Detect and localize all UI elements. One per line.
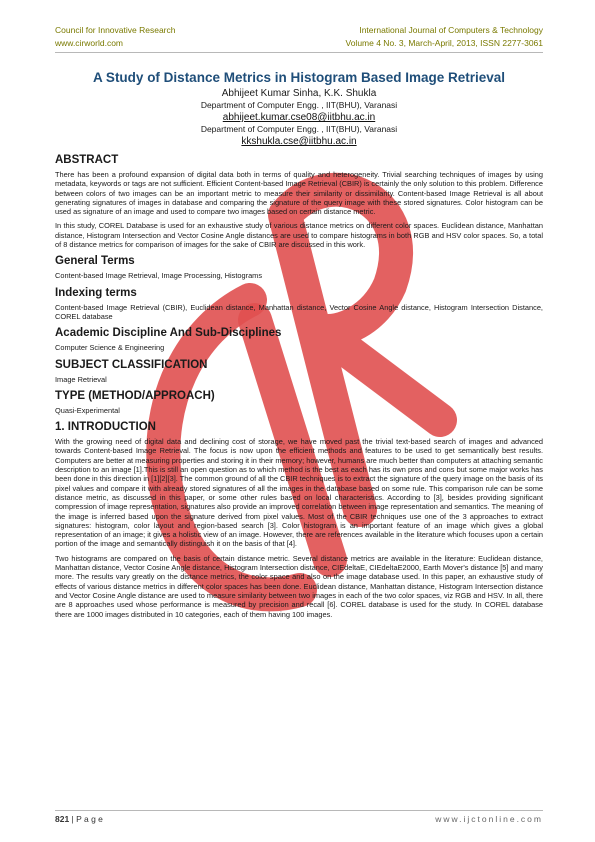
journal-website-footer[interactable]: www.ijctonline.com (435, 814, 543, 824)
page-label: | P a g e (69, 814, 103, 824)
introduction-heading: 1. INTRODUCTION (55, 421, 156, 434)
journal-volume: Volume 4 No. 3, March-April, 2013, ISSN 2277-3061 (345, 38, 543, 48)
author-affiliation-2: Department of Computer Engg. , IIT(BHU), Varanasi (200, 124, 398, 134)
subject-classification-text: Image Retrieval (55, 374, 107, 384)
paper-body (55, 70, 543, 624)
type-text: Quasi-Experimental (55, 405, 120, 415)
discipline-text: Computer Science & Engineering (55, 343, 165, 353)
subject-classification-heading: SUBJECT CLASSIFICATION (55, 358, 208, 371)
introduction-paragraph-2: Two histograms are compared on the basis of certain distance metric. Several distance metrics are available in the literature: Euclidean distance, Manhattan distance, Vector Cosine Angle distance, Histogram Intersection distance, CIEdeltaE, CIEdeltaE2000, Earth Mover's distance [5] and many more. The results vary greatly on the distance metrics, the color space and also on the image database used. In this paper, an exhaustive study of effects of various distance metrics in different color spaces has been done. Euclidean distance, Manhattan distance, Histogram Intersection distance and Vector Cosine Angle distance are used to measure similarity between two images in each of the two color spaces, viz RGB and HSV. In all, there are 8 approaches used whose performance is measured by precision and recall [6]. COREL database is used for the study. In COREL database there are 1000 images distributed in 10 categories, each of them having 100 images. (55, 553, 543, 619)
journal-name: International Journal of Computers & Technology (359, 25, 543, 35)
footer-divider (55, 810, 543, 811)
general-terms-heading: General Terms (55, 255, 135, 268)
indexing-terms-text: Content-based Image Retrieval (CBIR), Euclidean distance, Manhattan distance, Vector Cosine Angle distance, Histogram Intersection Distance, COREL database (55, 302, 543, 321)
discipline-heading: Academic Discipline And Sub-Disciplines (55, 327, 282, 340)
type-heading: TYPE (METHOD/APPROACH) (55, 389, 215, 402)
general-terms-text: Content-based Image Retrieval, Image Processing, Histograms (55, 271, 263, 281)
publisher-name: Council for Innovative Research (55, 25, 176, 35)
author-affiliation-1: Department of Computer Engg. , IIT(BHU), Varanasi (200, 100, 398, 110)
abstract-heading: ABSTRACT (55, 154, 119, 166)
publisher-url[interactable]: www.cirworld.com (55, 38, 124, 48)
author-names: Abhijeet Kumar Sinha, K.K. Shukla (221, 88, 377, 99)
page-number: 821 (55, 814, 70, 824)
author-email-2[interactable]: kkshukla.cse@iitbhu.ac.in (241, 136, 357, 147)
indexing-terms-heading: Indexing terms (55, 286, 137, 299)
journal-info-header (346, 24, 544, 50)
header-divider (55, 52, 543, 53)
page-number-footer (55, 814, 103, 824)
introduction-paragraph-1: With the growing need of digital data and declining cost of storage, we have moved past the trivial text-based search of images and advanced towards Content-based Image Retrieval. The focus is now upon the efficient methods and features to be used to get semantically best results. Computers are better at measuring properties and storing it in their memory; however, humans are much better than computers at attaching semantic description to an image [1].This is still an open question as to which method is the best as each has its own pros and cons but some major works has been done in this direction in [1][2][3]. The common ground of all the CBIR techniques is to extract the signature of the query image on the basis of its pixel values and compare it with already stored signatures of all the images in the database based on some rule. This comparison rule can be some distance metric, as discussed in this paper, or some other rules based on local characteristics. According to [3], besides providing significant compression of image representation, signatures also provide an improved correlation between image representation and semantics. The meaning of the image is inferred based upon the signature derived from pixel values. Most of the CBIR techniques use one of the 3 approaches to extract signatures: histogram, color layout and region-based search [3]. Color histogram is an important feature of an image which gives a global representation of an image; it gives a holistic view of an image. However, there are references available in the literature which focuses upon a certain portion of the image and semantically distinguish it on the basis of that [4]. (55, 437, 543, 549)
abstract-paragraph-1: There has been a profound expansion of digital data both in terms of quality and heterogeneity. Trivial searching techniques of images by using metadata, keywords or tags are not sufficient. Efficient Content-based Image Retrieval (CBIR) is certainly the only solution to this problem. Difference between colors of two images can be an important metric to measure their similarity or dissimilarity. Content-based Image Retrieval is all about generating signatures of images in database and comparing the signature of the query image with these stored signatures. Color histogram can be used as signature of an image and used to compare two images based on certain distance metric. (55, 170, 543, 217)
author-email-1[interactable]: abhijeet.kumar.cse08@iitbhu.ac.in (222, 112, 376, 123)
paper-title: A Study of Distance Metrics in Histogram Based Image Retrieval (92, 70, 506, 85)
abstract-paragraph-2: In this study, COREL Database is used for an exhaustive study of various distance metrics on different color spaces. Euclidean distance, Manhattan distance, Histogram Intersection and Vector Cosine Angle distances are used to compare histograms in both RGB and HSV color spaces. So, a total of 8 distance metrics for comparison of images for the sake of CBIR are discussed in this work. (55, 221, 543, 250)
journal-publisher-header (55, 24, 175, 50)
